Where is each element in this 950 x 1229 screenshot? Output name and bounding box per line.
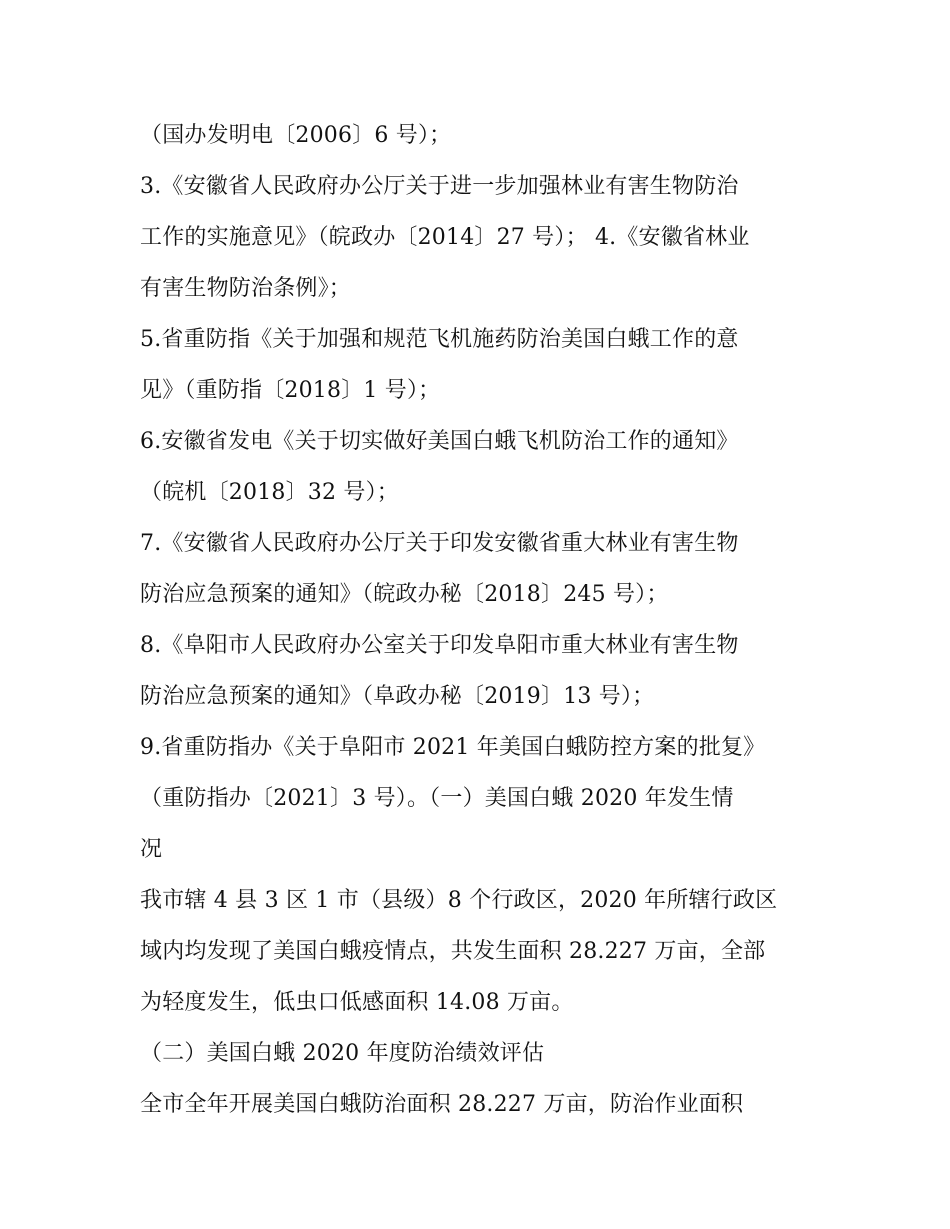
text-line: 我市辖 4 县 3 区 1 市（县级）8 个行政区，2020 年所辖行政区 [140, 888, 778, 913]
text-line: 6.安徽省发电《关于切实做好美国白蛾飞机防治工作的通知》 [140, 429, 739, 454]
text-line: （重防指办〔2021〕3 号）。（一）美国白蛾 2020 年发生情 [140, 786, 734, 811]
document-body [140, 110, 820, 1130]
text-line: （皖机〔2018〕32 号）； [140, 480, 399, 505]
text-line: 3.《安徽省人民政府办公厅关于进一步加强林业有害生物防治 [140, 174, 739, 199]
text-line: 见》（重防指〔2018〕1 号）； [140, 378, 441, 403]
text-line: 防治应急预案的通知》（阜政办秘〔2019〕13 号）； [140, 684, 655, 709]
text-line: （二）美国白蛾 2020 年度防治绩效评估 [140, 1041, 545, 1066]
text-line: 全市全年开展美国白蛾防治面积 28.227 万亩，防治作业面积 [140, 1092, 744, 1117]
text-line: 为轻度发生，低虫口低感面积 14.08 万亩。 [140, 990, 574, 1015]
text-line: 5.省重防指《关于加强和规范飞机施药防治美国白蛾工作的意 [140, 327, 739, 352]
text-line: 有害生物防治条例》； [140, 276, 352, 301]
text-line: 8.《阜阳市人民政府办公室关于印发阜阳市重大林业有害生物 [140, 633, 739, 658]
text-line: 域内均发现了美国白蛾疫情点，共发生面积 28.227 万亩，全部 [140, 939, 766, 964]
text-line: （国办发明电〔2006〕6 号）； [140, 123, 452, 148]
text-line: 工作的实施意见》（皖政办〔2014〕27 号）； 4.《安徽省林业 [140, 225, 750, 250]
text-line: 况 [140, 837, 163, 862]
text-line: 7.《安徽省人民政府办公厅关于印发安徽省重大林业有害生物 [140, 531, 739, 556]
text-line: 9.省重防指办《关于阜阳市 2021 年美国白蛾防控方案的批复》 [140, 735, 766, 760]
text-line: 防治应急预案的通知》（皖政办秘〔2018〕245 号）； [140, 582, 669, 607]
